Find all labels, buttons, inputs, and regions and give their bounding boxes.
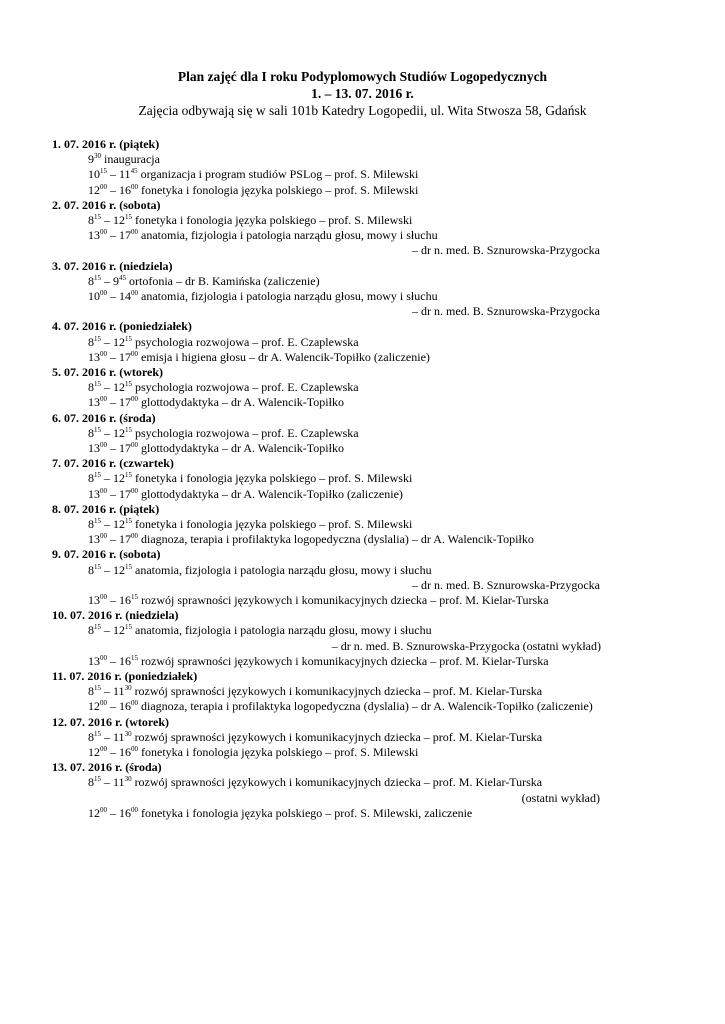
time-range: $13^{00} - 17^{00}$ bbox=[88, 440, 138, 455]
start-hour: 13 bbox=[88, 532, 100, 547]
entry-text: fonetyka i fonologia języka polskiego – prof. S. Milewski bbox=[135, 212, 413, 227]
entry-text: psychologia rozwojowa – prof. E. Czaplewska bbox=[135, 334, 359, 349]
schedule-entry bbox=[52, 380, 712, 395]
start-minute: 15 bbox=[94, 334, 101, 343]
end-hour: 12 bbox=[113, 562, 125, 577]
time-range: $8^{15} - 11^{30}$ bbox=[88, 775, 132, 790]
end-minute: 30 bbox=[124, 729, 132, 738]
end-hour: 16 bbox=[119, 182, 131, 197]
start-minute: 00 bbox=[100, 228, 107, 237]
start-hour: 10 bbox=[88, 167, 100, 182]
start-minute: 15 bbox=[94, 516, 101, 525]
start-hour: 8 bbox=[88, 729, 94, 744]
time-range: $13^{00} - 17^{00}$ bbox=[88, 486, 138, 501]
day-title: 1. 07. 2016 r. (piątek) bbox=[52, 137, 160, 151]
start-hour: 8 bbox=[88, 425, 94, 440]
day-block bbox=[52, 669, 712, 715]
start-minute: 00 bbox=[100, 744, 107, 753]
time-range: $13^{00} - 17^{00}$ bbox=[88, 395, 138, 410]
schedule-entry bbox=[52, 183, 712, 198]
location-note: Zajęcia odbywają się w sali 101b Katedry Logopedii, ul. Wita Stwosza 58, Gdańsk bbox=[138, 103, 587, 118]
end-hour: 12 bbox=[113, 425, 125, 440]
time-range: $8^{15} - 12^{15}$ bbox=[88, 623, 132, 638]
day-title: 6. 07. 2016 r. (środa) bbox=[52, 410, 156, 425]
schedule-entry bbox=[52, 487, 712, 502]
end-minute: 15 bbox=[125, 212, 132, 221]
day-title: 7. 07. 2016 r. (czwartek) bbox=[52, 456, 174, 471]
schedule-entry bbox=[52, 745, 712, 760]
schedule-entry bbox=[52, 517, 712, 532]
end-hour: 17 bbox=[119, 228, 131, 243]
entry-continuation: – dr n. med. B. Sznurowska-Przygocka (ostatni wykład) bbox=[331, 638, 601, 653]
entry-continuation: – dr n. med. B. Sznurowska-Przygocka bbox=[412, 304, 600, 319]
end-minute: 45 bbox=[130, 167, 138, 176]
end-minute: 15 bbox=[125, 471, 132, 480]
end-minute: 15 bbox=[131, 653, 138, 662]
entry-text: fonetyka i fonologia języka polskiego – prof. S. Milewski bbox=[135, 471, 413, 486]
end-hour: 11 bbox=[113, 775, 125, 790]
start-minute: 15 bbox=[94, 212, 101, 221]
day-block bbox=[52, 456, 712, 502]
end-minute: 00 bbox=[131, 440, 138, 449]
start-hour: 8 bbox=[88, 273, 94, 288]
end-hour: 12 bbox=[113, 516, 125, 531]
schedule-entry bbox=[52, 563, 712, 593]
entry-text: ortofonia – dr B. Kamińska (zaliczenie) bbox=[129, 273, 320, 288]
entry-text: fonetyka i fonologia języka polskiego – prof. S. Milewski bbox=[141, 744, 419, 759]
end-hour: 12 bbox=[113, 623, 125, 638]
time-range: $12^{00} - 16^{00}$ bbox=[88, 805, 138, 820]
end-hour: 12 bbox=[113, 471, 125, 486]
entry-text: anatomia, fizjologia i patologia narządu głosu, mowy i słuchu bbox=[141, 228, 438, 243]
start-minute: 00 bbox=[100, 592, 107, 601]
start-hour: 8 bbox=[88, 334, 94, 349]
entry-text: glottodydaktyka – dr A. Walencik-Topiłko bbox=[141, 395, 344, 410]
end-minute: 45 bbox=[119, 273, 126, 282]
end-minute: 00 bbox=[131, 532, 138, 541]
end-hour: 12 bbox=[113, 334, 125, 349]
entry-text: rozwój sprawności językowych i komunikacyjnych dziecka – prof. M. Kielar-Turska bbox=[134, 775, 543, 790]
end-hour: 12 bbox=[113, 212, 125, 227]
day-title: 13. 07. 2016 r. (środa) bbox=[52, 760, 162, 775]
end-minute: 30 bbox=[124, 684, 132, 693]
entry-text: rozwój sprawności językowych i komunikacyjnych dziecka – prof. M. Kielar-Turska bbox=[141, 653, 549, 668]
schedule-entry bbox=[52, 335, 712, 350]
start-minute: 00 bbox=[100, 699, 107, 708]
start-minute: 15 bbox=[94, 471, 101, 480]
day-block bbox=[52, 198, 712, 259]
entry-text: fonetyka i fonologia języka polskiego – prof. S. Milewski bbox=[141, 182, 419, 197]
start-minute: 15 bbox=[94, 684, 101, 693]
start-hour: 9 bbox=[88, 152, 94, 167]
entry-text: anatomia, fizjologia i patologia narządu głosu, mowy i słuchu bbox=[141, 288, 438, 303]
start-hour: 13 bbox=[88, 486, 100, 501]
end-minute: 15 bbox=[125, 334, 132, 343]
time-range: $8^{15} - 12^{15}$ bbox=[88, 334, 132, 349]
entry-text: inauguracja bbox=[104, 152, 160, 167]
day-block bbox=[52, 365, 712, 411]
end-hour: 16 bbox=[119, 653, 131, 668]
schedule-entry bbox=[52, 395, 712, 410]
day-title: 9. 07. 2016 r. (sobota) bbox=[52, 547, 161, 562]
date-range: 1. – 13. 07. 2016 r. bbox=[311, 86, 414, 101]
end-minute: 00 bbox=[131, 182, 138, 191]
end-hour: 17 bbox=[119, 440, 131, 455]
schedule-entry bbox=[52, 532, 712, 547]
day-title: 2. 07. 2016 r. (sobota) bbox=[52, 197, 161, 212]
end-minute: 30 bbox=[124, 775, 132, 784]
end-minute: 00 bbox=[131, 349, 138, 358]
schedule-entry bbox=[52, 730, 712, 745]
time-range: $8^{15} - 12^{15}$ bbox=[88, 380, 132, 395]
start-hour: 8 bbox=[88, 775, 94, 790]
start-hour: 12 bbox=[88, 182, 100, 197]
document-title: Plan zajęć dla I roku Podyplomowych Studiów Logopedycznych bbox=[177, 69, 548, 84]
time-range: $10^{00} - 14^{00}$ bbox=[88, 288, 138, 303]
end-hour: 16 bbox=[119, 699, 131, 714]
day-block bbox=[52, 547, 712, 608]
start-minute: 30 bbox=[94, 152, 101, 161]
time-range: $13^{00} - 17^{00}$ bbox=[88, 532, 138, 547]
time-range: $8^{15} - 12^{15}$ bbox=[88, 562, 132, 577]
time-range: $13^{00} - 17^{00}$ bbox=[88, 228, 138, 243]
start-hour: 13 bbox=[88, 440, 100, 455]
start-hour: 12 bbox=[88, 699, 100, 714]
schedule-entry bbox=[52, 593, 712, 608]
start-hour: 8 bbox=[88, 562, 94, 577]
start-hour: 12 bbox=[88, 805, 100, 820]
schedule-entry bbox=[52, 684, 712, 699]
day-block bbox=[52, 411, 712, 457]
end-minute: 15 bbox=[125, 623, 132, 632]
schedule-entry bbox=[52, 152, 712, 167]
time-range: $12^{00} - 16^{00}$ bbox=[88, 699, 138, 714]
schedule-entry bbox=[52, 775, 712, 805]
start-minute: 15 bbox=[100, 167, 107, 176]
start-minute: 00 bbox=[100, 288, 107, 297]
schedule-entry bbox=[52, 274, 712, 289]
entry-continuation: – dr n. med. B. Sznurowska-Przygocka bbox=[412, 577, 600, 592]
time-range: $8^{15} - 12^{15}$ bbox=[88, 212, 132, 227]
start-hour: 13 bbox=[88, 653, 100, 668]
schedule-entry bbox=[52, 699, 712, 714]
start-minute: 00 bbox=[100, 532, 107, 541]
start-hour: 13 bbox=[88, 395, 100, 410]
document-header bbox=[0, 68, 725, 120]
entry-text: rozwój sprawności językowych i komunikacyjnych dziecka – prof. M. Kielar-Turska bbox=[134, 729, 543, 744]
day-block bbox=[52, 259, 712, 320]
start-hour: 8 bbox=[88, 471, 94, 486]
end-minute: 00 bbox=[131, 288, 138, 297]
schedule-entry bbox=[52, 167, 712, 182]
end-hour: 16 bbox=[119, 805, 131, 820]
day-block bbox=[52, 608, 712, 669]
start-minute: 00 bbox=[100, 440, 107, 449]
end-minute: 15 bbox=[125, 562, 132, 571]
time-range: $8^{15} - 11^{30}$ bbox=[88, 729, 132, 744]
time-range bbox=[88, 152, 101, 166]
end-hour: 12 bbox=[113, 380, 125, 395]
day-title: 11. 07. 2016 r. (poniedziałek) bbox=[52, 668, 198, 683]
start-minute: 00 bbox=[100, 395, 107, 404]
day-title: 12. 07. 2016 r. (wtorek) bbox=[52, 714, 169, 729]
end-hour: 16 bbox=[119, 744, 131, 759]
start-hour: 8 bbox=[88, 516, 94, 531]
schedule-entry bbox=[52, 228, 712, 258]
schedule-entry bbox=[52, 213, 712, 228]
time-range: $12^{00} - 16^{00}$ bbox=[88, 182, 138, 197]
start-minute: 15 bbox=[94, 562, 101, 571]
entry-text: rozwój sprawności językowych i komunikacyjnych dziecka – prof. M. Kielar-Turska bbox=[141, 592, 549, 607]
entry-continuation: – dr n. med. B. Sznurowska-Przygocka bbox=[412, 243, 600, 258]
time-range: $13^{00} - 16^{15}$ bbox=[88, 653, 138, 668]
entry-text: rozwój sprawności językowych i komunikacyjnych dziecka – prof. M. Kielar-Turska bbox=[134, 684, 543, 699]
day-title: 10. 07. 2016 r. (niedziela) bbox=[52, 608, 179, 623]
day-title: 5. 07. 2016 r. (wtorek) bbox=[52, 364, 163, 379]
entry-text: fonetyka i fonologia języka polskiego – prof. S. Milewski bbox=[135, 516, 413, 531]
schedule-entry bbox=[52, 350, 712, 365]
entry-text: psychologia rozwojowa – prof. E. Czaplewska bbox=[135, 380, 359, 395]
time-range: $8^{15} - 12^{15}$ bbox=[88, 425, 132, 440]
start-hour: 13 bbox=[88, 592, 100, 607]
schedule-entry bbox=[52, 426, 712, 441]
entry-text: diagnoza, terapia i profilaktyka logopedyczna (dyslalia) – dr A. Walencik-Topiłko (zaliczenie) bbox=[141, 699, 593, 714]
end-hour: 11 bbox=[113, 729, 125, 744]
entry-text: organizacja i program studiów PSLog – prof. S. Milewski bbox=[140, 167, 419, 182]
end-hour: 17 bbox=[119, 349, 131, 364]
start-hour: 8 bbox=[88, 684, 94, 699]
end-hour: 14 bbox=[119, 288, 131, 303]
start-minute: 15 bbox=[94, 273, 101, 282]
entry-text: glottodydaktyka – dr A. Walencik-Topiłko bbox=[141, 440, 344, 455]
start-minute: 15 bbox=[94, 425, 101, 434]
entry-text: diagnoza, terapia i profilaktyka logopedyczna (dyslalia) – dr A. Walencik-Topiłko bbox=[141, 532, 534, 547]
schedule-entry bbox=[52, 441, 712, 456]
day-title: 8. 07. 2016 r. (piątek) bbox=[52, 501, 160, 516]
end-minute: 00 bbox=[131, 486, 138, 495]
time-range: $8^{15} - 12^{15}$ bbox=[88, 516, 132, 531]
day-title: 4. 07. 2016 r. (poniedziałek) bbox=[52, 319, 192, 334]
start-minute: 00 bbox=[100, 349, 107, 358]
end-minute: 15 bbox=[125, 380, 132, 389]
start-hour: 13 bbox=[88, 228, 100, 243]
day-title: 3. 07. 2016 r. (niedziela) bbox=[52, 258, 173, 273]
entry-text: glottodydaktyka – dr A. Walencik-Topiłko (zaliczenie) bbox=[141, 486, 403, 501]
time-range: $10^{15} - 11^{45}$ bbox=[88, 167, 138, 182]
day-block bbox=[52, 760, 712, 821]
end-minute: 15 bbox=[125, 516, 132, 525]
entry-text: anatomia, fizjologia i patologia narządu głosu, mowy i słuchu bbox=[135, 623, 432, 638]
entry-text: anatomia, fizjologia i patologia narządu głosu, mowy i słuchu bbox=[135, 562, 432, 577]
day-block bbox=[52, 319, 712, 365]
schedule-entry bbox=[52, 806, 712, 821]
day-block bbox=[52, 137, 712, 198]
start-hour: 8 bbox=[88, 212, 94, 227]
end-hour: 11 bbox=[119, 167, 131, 182]
schedule-entry bbox=[52, 623, 712, 653]
end-hour: 17 bbox=[119, 486, 131, 501]
day-block bbox=[52, 715, 712, 761]
schedule bbox=[52, 137, 712, 821]
entry-continuation: (ostatni wykład) bbox=[521, 790, 600, 805]
end-minute: 00 bbox=[131, 228, 138, 237]
time-range: $8^{15} - 9^{45}$ bbox=[88, 273, 126, 288]
schedule-entry bbox=[52, 471, 712, 486]
end-hour: 17 bbox=[119, 395, 131, 410]
start-hour: 10 bbox=[88, 288, 100, 303]
end-minute: 00 bbox=[131, 395, 138, 404]
start-hour: 13 bbox=[88, 349, 100, 364]
start-minute: 00 bbox=[100, 486, 107, 495]
start-minute: 00 bbox=[100, 805, 107, 814]
start-hour: 8 bbox=[88, 623, 94, 638]
start-minute: 00 bbox=[100, 653, 107, 662]
entry-text: fonetyka i fonologia języka polskiego – prof. S. Milewski, zaliczenie bbox=[141, 805, 473, 820]
end-minute: 00 bbox=[131, 805, 138, 814]
end-hour: 17 bbox=[119, 532, 131, 547]
time-range: $13^{00} - 17^{00}$ bbox=[88, 349, 138, 364]
time-range: $12^{00} - 16^{00}$ bbox=[88, 744, 138, 759]
schedule-entry bbox=[52, 289, 712, 319]
schedule-entry bbox=[52, 654, 712, 669]
end-minute: 15 bbox=[131, 592, 138, 601]
end-minute: 15 bbox=[125, 425, 132, 434]
start-minute: 15 bbox=[94, 775, 101, 784]
end-minute: 00 bbox=[131, 699, 138, 708]
time-range: $8^{15} - 12^{15}$ bbox=[88, 471, 132, 486]
entry-text: emisja i higiena głosu – dr A. Walencik-Topiłko (zaliczenie) bbox=[141, 349, 430, 364]
start-minute: 15 bbox=[94, 729, 101, 738]
start-hour: 12 bbox=[88, 744, 100, 759]
end-hour: 16 bbox=[119, 592, 131, 607]
end-hour: 11 bbox=[113, 684, 125, 699]
time-range: $13^{00} - 16^{15}$ bbox=[88, 592, 138, 607]
day-block bbox=[52, 502, 712, 548]
entry-text: psychologia rozwojowa – prof. E. Czaplewska bbox=[135, 425, 359, 440]
time-range: $8^{15} - 11^{30}$ bbox=[88, 684, 132, 699]
start-minute: 15 bbox=[94, 623, 101, 632]
start-minute: 00 bbox=[100, 182, 107, 191]
end-minute: 00 bbox=[131, 744, 138, 753]
start-hour: 8 bbox=[88, 380, 94, 395]
end-hour: 9 bbox=[113, 273, 119, 288]
start-minute: 15 bbox=[94, 380, 101, 389]
